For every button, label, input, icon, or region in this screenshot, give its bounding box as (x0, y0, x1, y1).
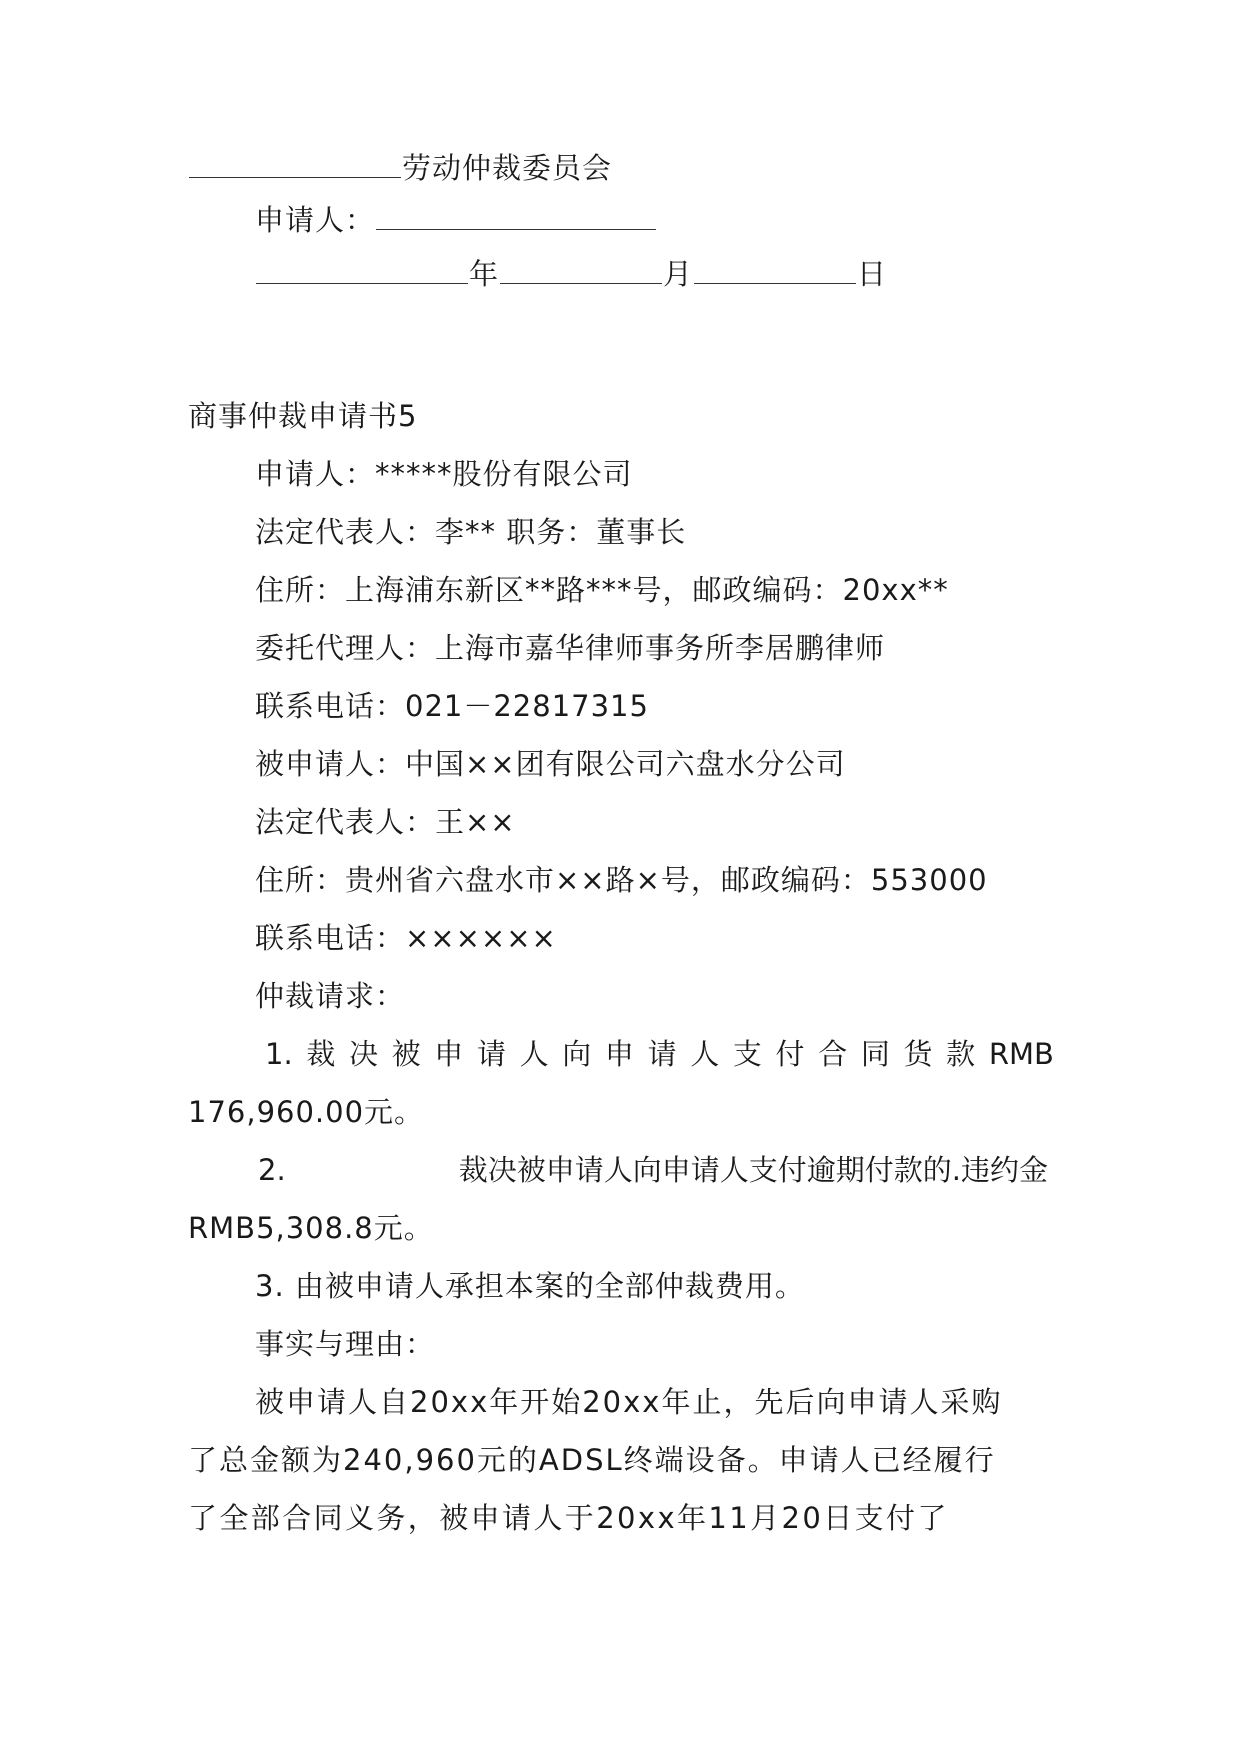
applicant-phone-line: 联系电话：021－22817315 (255, 689, 649, 723)
facts-heading: 事实与理由： (255, 1327, 436, 1361)
committee-line (188, 150, 612, 186)
signature-date-line (255, 256, 887, 292)
claim1-word: 款 (946, 1037, 976, 1071)
document-title: 商事仲裁申请书5 (188, 399, 418, 433)
applicant-address-line: 住所：上海浦东新区**路***号，邮政编码：20xx** (255, 573, 949, 607)
claim1-word: 同 (860, 1037, 890, 1071)
facts-line2: 了总金额为240,960元的ADSL终端设备。申请人已经履行 (188, 1443, 996, 1477)
signature-applicant-blank (376, 203, 656, 230)
claims-heading: 仲裁请求： (255, 979, 406, 1013)
month-blank (500, 257, 662, 284)
claim3-line: 3. 由被申请人承担本案的全部仲裁费用。 (255, 1269, 805, 1303)
applicant-rep-line: 法定代表人：李** 职务：董事长 (255, 515, 687, 549)
date-day-label: 日 (857, 257, 888, 291)
claim1-word: 货 (903, 1037, 933, 1071)
claim1-word: 1. (265, 1037, 293, 1071)
claim1-line1 (265, 1036, 1054, 1072)
claim1-word: 申 (434, 1037, 464, 1071)
year-blank (256, 257, 468, 284)
committee-name-blank (189, 151, 401, 178)
claim2-line2: RMB5,308.8元。 (188, 1211, 434, 1245)
claim1-word: 决 (348, 1037, 378, 1071)
claim1-word: 人 (519, 1037, 549, 1071)
date-month-label: 月 (663, 257, 694, 291)
respondent-phone-line: 联系电话：×××××× (255, 921, 557, 955)
claim1-word: 被 (391, 1037, 421, 1071)
signature-applicant-line (255, 202, 657, 238)
claim2-word: 裁决被申请人向申请人支付逾期付款的.违约金 (458, 1153, 1048, 1187)
claim1-word: 合 (818, 1037, 848, 1071)
claim2-word: 2. (258, 1153, 286, 1187)
respondent-address-line: 住所：贵州省六盘水市××路×号，邮政编码：553000 (255, 863, 988, 897)
claim1-word: 请 (476, 1037, 506, 1071)
claim1-line2: 176,960.00元。 (188, 1095, 425, 1129)
facts-line1: 被申请人自20xx年开始20xx年止，先后向申请人采购 (255, 1385, 1003, 1419)
claim1-word: RMB (988, 1037, 1054, 1071)
claim1-word: 支 (732, 1037, 762, 1071)
claim1-word: 人 (690, 1037, 720, 1071)
applicant-line: 申请人：*****股份有限公司 (255, 457, 633, 491)
claim1-word: 请 (647, 1037, 677, 1071)
respondent-line: 被申请人：中国××团有限公司六盘水分公司 (255, 747, 846, 781)
claim1-word: 向 (562, 1037, 592, 1071)
facts-line3: 了全部合同义务，被申请人于20xx年11月20日支付了 (188, 1501, 949, 1535)
committee-suffix: 劳动仲裁委员会 (402, 151, 613, 185)
signature-applicant-label: 申请人： (255, 203, 376, 237)
agent-line: 委托代理人：上海市嘉华律师事务所李居鹏律师 (255, 631, 886, 665)
claim1-word: 申 (604, 1037, 634, 1071)
date-year-label: 年 (469, 257, 500, 291)
claim1-word: 裁 (306, 1037, 336, 1071)
claim2-line1 (258, 1152, 1048, 1188)
respondent-rep-line: 法定代表人：王×× (255, 805, 516, 839)
claim1-word: 付 (775, 1037, 805, 1071)
day-blank (694, 257, 856, 284)
